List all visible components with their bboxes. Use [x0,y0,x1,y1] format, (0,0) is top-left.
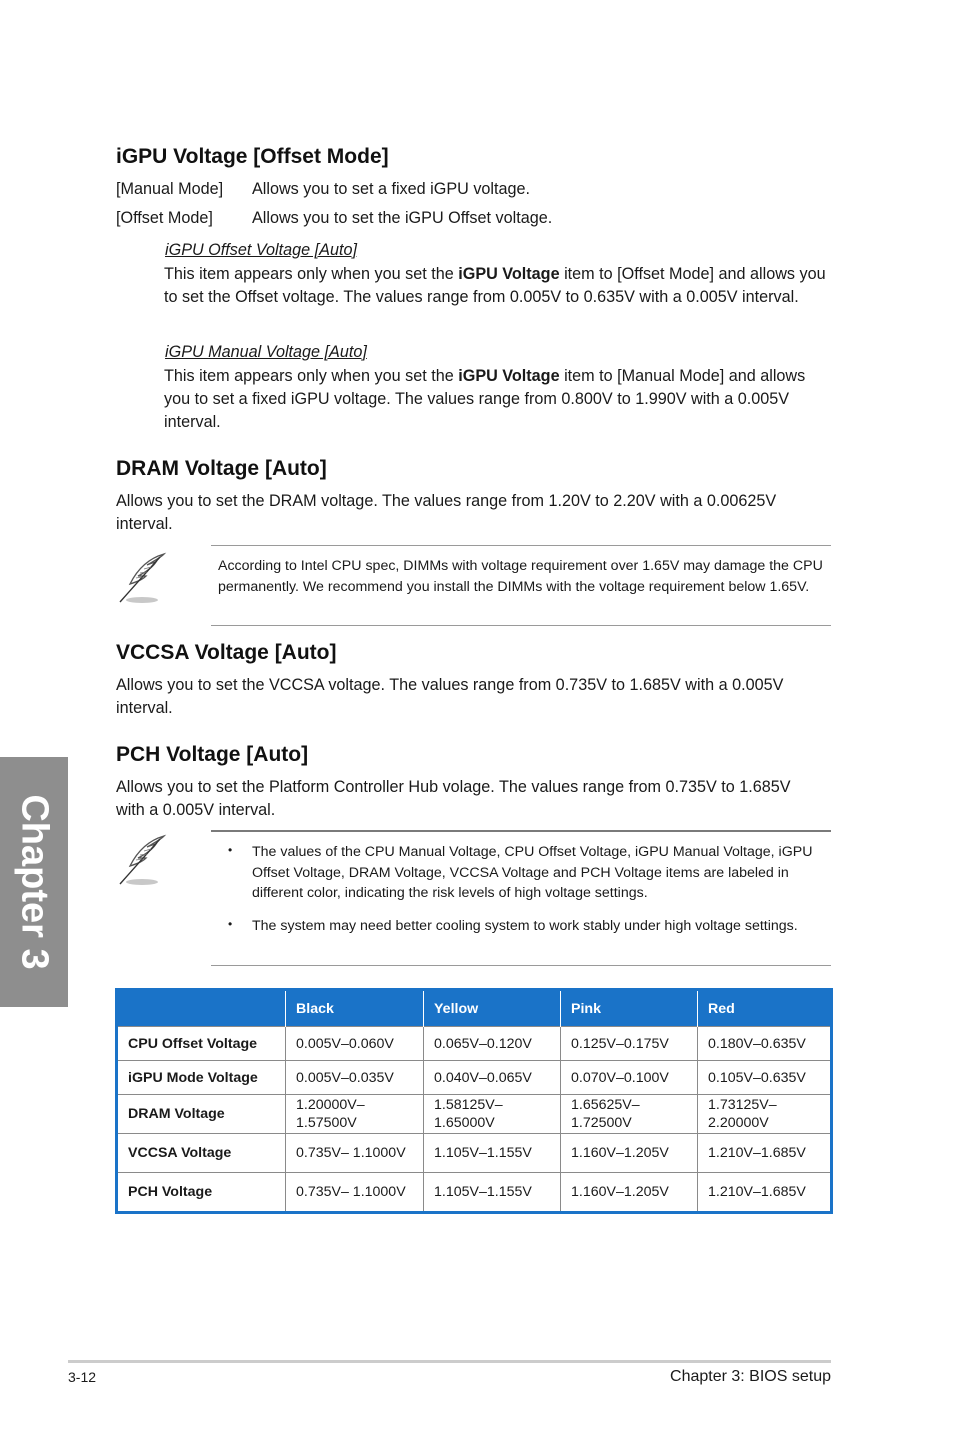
feather-pen-icon [114,550,170,606]
table-cell: 0.735V– 1.1000V [286,1134,424,1173]
option-desc-manual: Allows you to set a fixed iGPU voltage. [252,180,531,198]
table-row [117,1134,832,1173]
table-header-pink: Pink [561,990,698,1027]
pch-note-bullet-2: The system may need better cooling system to work stably under high voltage settings. [252,918,798,934]
footer-rule [68,1360,831,1363]
igpu-manual-post: item to [Manual Mode] and allows you to set a fixed iGPU voltage. The values range from 0.800V to 1.990V with a 0.005V interval. [164,367,806,431]
feather-pen-icon [114,832,170,888]
row-label: iGPU Mode Voltage [117,1061,286,1095]
table-cell: 1.105V–1.155V [424,1134,561,1173]
table-row [117,1095,832,1134]
igpu-manual-title: iGPU Manual Voltage [Auto] [165,343,367,361]
vccsa-voltage-body: Allows you to set the VCCSA voltage. The values range from 0.735V to 1.685V with a 0.005V interval. [116,676,784,717]
footer-chapter: Chapter 3: BIOS setup [670,1368,831,1385]
table-cell: 0.065V–0.120V [424,1027,561,1061]
option-desc-offset: Allows you to set the iGPU Offset voltage. [252,209,553,227]
row-label: DRAM Voltage [117,1095,286,1134]
dram-note-text: According to Intel CPU spec, DIMMs with voltage requirement over 1.65V may damage the CPU permanently. We recommend you install the DIMMs with the voltage requirement below 1.65V. [218,558,823,595]
igpu-offset-body [164,263,832,309]
table-cell: 1.210V–1.685V [698,1134,832,1173]
igpu-manual-bold: iGPU Voltage [458,367,560,385]
pch-voltage-body: Allows you to set the Platform Controller Hub volage. The values range from 0.735V to 1.685V with a 0.005V interval. [116,778,791,819]
note2-top-rule [211,830,831,832]
row-label: CPU Offset Voltage [117,1027,286,1061]
igpu-manual-pre: This item appears only when you set the [164,367,459,385]
igpu-offset-bold: iGPU Voltage [458,265,560,283]
igpu-manual-body [164,365,832,434]
table-cell: 0.180V–0.635V [698,1027,832,1061]
dram-voltage-heading: DRAM Voltage [Auto] [116,457,327,480]
igpu-offset-title: iGPU Offset Voltage [Auto] [165,241,357,259]
row-label: PCH Voltage [117,1173,286,1213]
note2-bottom-rule [211,965,831,966]
table-cell: 0.005V–0.035V [286,1061,424,1095]
table-cell: 0.735V– 1.1000V [286,1173,424,1213]
table-header-cell [117,990,286,1027]
table-row [117,1173,832,1213]
table-header-yellow: Yellow [424,990,561,1027]
bullet-dot: • [228,917,233,931]
table-header-row [117,990,832,1027]
chapter-side-tab [0,757,68,1007]
table-cell: 1.73125V– 2.20000V [698,1095,832,1134]
table-cell: 0.105V–0.635V [698,1061,832,1095]
table-cell: 1.160V–1.205V [561,1134,698,1173]
page-number: 3-12 [68,1369,97,1385]
table-cell: 1.210V–1.685V [698,1173,832,1213]
table-header-black: Black [286,990,424,1027]
table-cell: 0.040V–0.065V [424,1061,561,1095]
option-key-offset: [Offset Mode] [116,209,213,227]
dram-voltage-body: Allows you to set the DRAM voltage. The values range from 1.20V to 2.20V with a 0.00625V interval. [116,492,777,533]
table-row [117,1061,832,1095]
pch-voltage-heading: PCH Voltage [Auto] [116,743,309,766]
vccsa-voltage-heading: VCCSA Voltage [Auto] [116,641,337,664]
table-cell: 1.20000V– 1.57500V [286,1095,424,1134]
option-key-manual: [Manual Mode] [116,180,224,198]
igpu-offset-post: item to [Offset Mode] and allows you to set the Offset voltage. The values range from 0.005V to 0.635V with a 0.005V interval. [164,265,826,306]
note-bottom-rule [211,625,831,626]
row-label: VCCSA Voltage [117,1134,286,1173]
table-cell: 1.105V–1.155V [424,1173,561,1213]
chapter-side-tab-label: Chapter 3 [13,794,56,970]
bullet-dot: • [228,843,233,857]
table-header-red: Red [698,990,832,1027]
table-cell: 0.070V–0.100V [561,1061,698,1095]
pch-note-bullet-1: The values of the CPU Manual Voltage, CPU Offset Voltage, iGPU Manual Voltage, iGPU Offset Voltage, DRAM Voltage, VCCSA Voltage and PCH Voltage items are labeled in different color, indicating the risk levels of high voltage settings. [252,844,813,901]
table-cell: 0.005V–0.060V [286,1027,424,1061]
igpu-voltage-heading: iGPU Voltage [Offset Mode] [116,145,389,168]
table-row [117,1027,832,1061]
igpu-offset-pre: This item appears only when you set the [164,265,459,283]
table-cell: 0.125V–0.175V [561,1027,698,1061]
table-cell: 1.58125V– 1.65000V [424,1095,561,1134]
table-cell: 1.160V–1.205V [561,1173,698,1213]
voltage-color-table [115,988,833,1214]
note-top-rule [211,545,831,546]
table-cell: 1.65625V– 1.72500V [561,1095,698,1134]
